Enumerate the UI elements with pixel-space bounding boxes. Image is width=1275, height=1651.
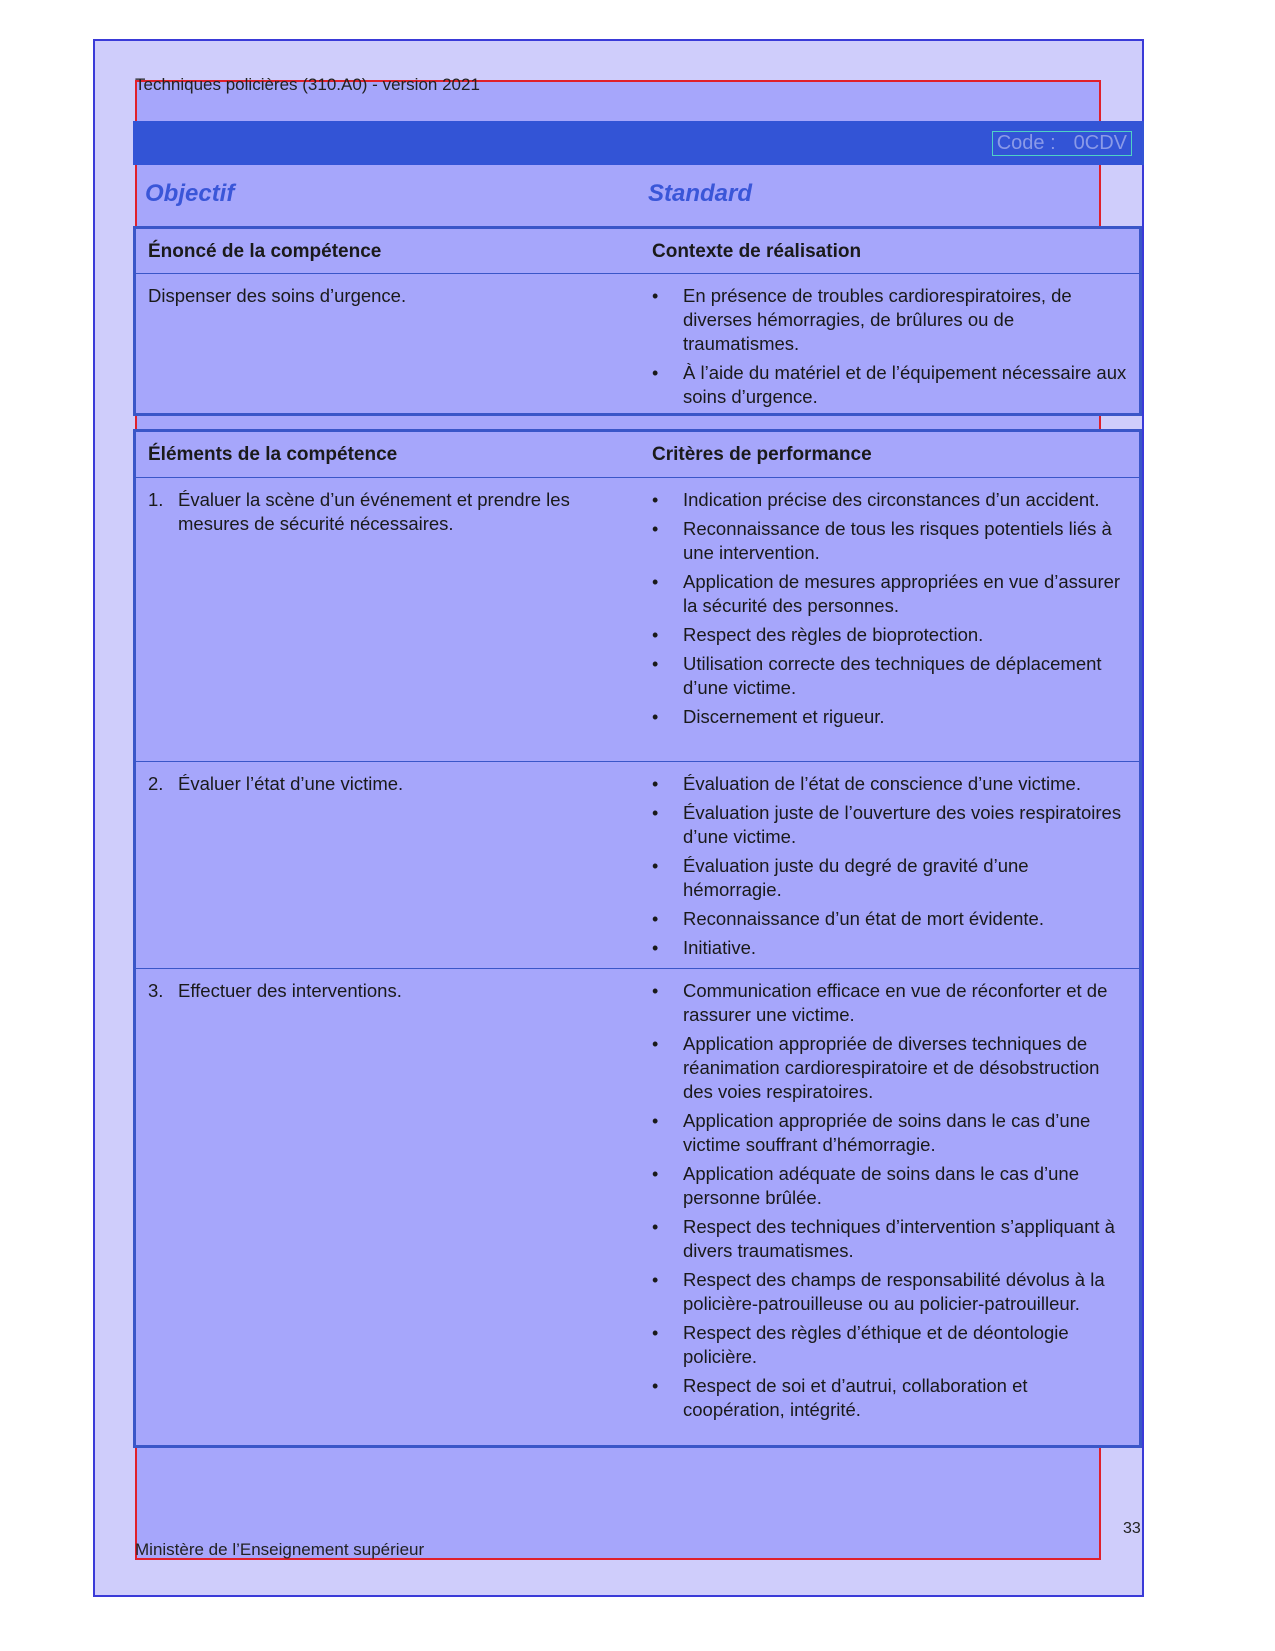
competence-table-header-row [136,229,1139,274]
elements-table-header-row [136,432,1139,478]
element-text: Évaluer la scène d’un événement et prendre les mesures de sécurité nécessaires. [178,489,570,534]
element-number: 1. [148,489,164,510]
criterion-item: • Évaluation juste de l’ouverture des voies respiratoires d’une victime. [652,801,1132,849]
element-1 [148,488,638,536]
elements-table [133,429,1142,1448]
code-band [133,121,1144,165]
criterion-item: • Initiative. [652,936,1132,960]
criterion-item: • Respect des règles de bioprotection. [652,623,1132,647]
criterion-item: • Communication efficace en vue de réconforter et de rassurer une victime. [652,979,1132,1027]
document-header-title: Techniques policières (310.A0) - version 2021 [135,75,480,94]
criterion-item: • Reconnaissance de tous les risques potentiels liés à une intervention. [652,517,1132,565]
criterion-item: • Respect des techniques d’intervention s’appliquant à divers traumatismes. [652,1215,1132,1263]
header-enonce: Énoncé de la compétence [148,241,382,262]
criteria-list-3 [652,979,1132,1427]
competence-table [133,226,1142,416]
criterion-item: • Application appropriée de soins dans le cas d’une victime souffrant d’hémorragie. [652,1109,1132,1157]
element-text: Effectuer des interventions. [178,980,402,1001]
code-box [992,131,1132,156]
criterion-item: • Évaluation juste du degré de gravité d’une hémorragie. [652,854,1132,902]
criterion-item: • Application appropriée de diverses techniques de réanimation cardiorespiratoire et de désobstruction des voies respiratoires. [652,1032,1132,1104]
element-number: 3. [148,980,164,1001]
header-criteres: Critères de performance [652,444,872,465]
element-text: Évaluer l’état d’une victime. [178,773,404,794]
element-number: 2. [148,773,164,794]
page-number: 33 [1123,1520,1141,1537]
footer-ministry: Ministère de l’Enseignement supérieur [135,1540,425,1559]
criteria-list-2 [652,772,1132,965]
criterion-item: • Évaluation de l’état de conscience d’une victime. [652,772,1132,796]
section-objectif: Objectif [145,180,235,207]
header-elements: Éléments de la compétence [148,444,398,465]
criterion-item: • Reconnaissance d’un état de mort évidente. [652,907,1132,931]
criterion-item: • Utilisation correcte des techniques de déplacement d’une victime. [652,652,1132,700]
contexte-item: • En présence de troubles cardiorespiratoires, de diverses hémorragies, de brûlures ou de traumatismes. [652,284,1132,356]
criterion-item: • Respect des champs de responsabilité dévolus à la policière-patrouilleuse ou au policier-patrouilleur. [652,1268,1132,1316]
contexte-item: • À l’aide du matériel et de l’équipement nécessaire aux soins d’urgence. [652,361,1132,409]
criterion-item: • Respect de soi et d’autrui, collaboration et coopération, intégrité. [652,1374,1132,1422]
code-value: 0CDV [1073,132,1127,154]
element-3 [148,979,638,1003]
criterion-item: • Indication précise des circonstances d’un accident. [652,488,1132,512]
element-row-2 [136,762,1139,969]
competence-table-body-row [136,274,1139,413]
element-row-3 [136,969,1139,1444]
criterion-item: • Application de mesures appropriées en vue d’assurer la sécurité des personnes. [652,570,1132,618]
section-standard: Standard [648,180,753,207]
criterion-item: • Discernement et rigueur. [652,705,1132,729]
element-2 [148,772,638,796]
competence-statement: Dispenser des soins d’urgence. [148,285,407,306]
header-contexte: Contexte de réalisation [652,241,862,262]
criteria-list-1 [652,488,1132,734]
element-row-1 [136,478,1139,762]
code-label: Code : [996,132,1056,154]
contexte-list [652,284,1132,414]
criterion-item: • Respect des règles d’éthique et de déontologie policière. [652,1321,1132,1369]
criterion-item: • Application adéquate de soins dans le cas d’une personne brûlée. [652,1162,1132,1210]
